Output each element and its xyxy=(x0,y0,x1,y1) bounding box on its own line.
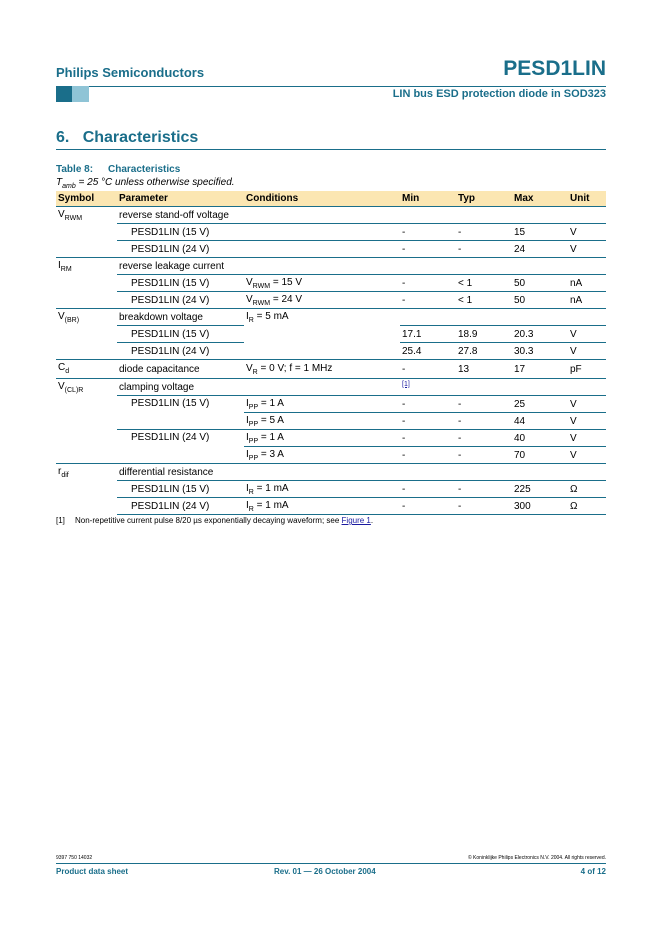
doc-number: 9397 750 14032 xyxy=(56,855,93,861)
col-max: Max xyxy=(512,191,568,207)
symbol-cell: $I_{RM}$ xyxy=(56,258,117,309)
table-caption-text: Characteristics xyxy=(108,164,181,175)
col-conditions: Conditions xyxy=(244,191,400,207)
table-row: $C_d$ diode capacitance $V_R = 0$ V; f = 1 MHz - 13 17 pF xyxy=(56,360,606,379)
footer-rule xyxy=(56,863,606,864)
table-row: $I_{PP} = 3$ A - - 70 V xyxy=(56,447,606,464)
parameter-cell: diode capacitance xyxy=(117,360,244,379)
table-row: PESD1LIN (24 V) $I_R = 1$ mA - - 300 Ω xyxy=(56,498,606,515)
table-row: PESD1LIN (24 V) $V_{RWM} = 24$ V - < 1 50 nA xyxy=(56,292,606,309)
col-unit: Unit xyxy=(568,191,606,207)
table-row: PESD1LIN (15 V) $I_{PP} = 1$ A - - 25 V xyxy=(56,396,606,413)
section-rule xyxy=(56,149,606,150)
parameter-cell: reverse leakage current xyxy=(117,258,244,275)
symbol-cell: $V_{(CL)R}$ xyxy=(56,379,117,464)
table-row: PESD1LIN (15 V) $V_{RWM} = 15$ V - < 1 50 nA xyxy=(56,275,606,292)
col-typ: Typ xyxy=(456,191,512,207)
symbol-cell: $C_d$ xyxy=(56,360,117,379)
symbol-cell: $V_{RWM}$ xyxy=(58,209,83,222)
table-note: $T_{amb} = 25$ °C unless otherwise specified. xyxy=(56,177,235,190)
header-rule xyxy=(56,86,606,87)
copyright: © Koninklijke Philips Electronics N.V. 2004. All rights reserved. xyxy=(467,855,606,861)
table-row: PESD1LIN (15 V) - - 15 V xyxy=(56,224,606,241)
brand-square-dark xyxy=(56,86,72,102)
section-number: 6. xyxy=(56,129,70,146)
product-name: PESD1LIN xyxy=(503,57,606,80)
parameter-cell: clamping voltage xyxy=(117,379,244,396)
footer-revision: Rev. 01 — 26 October 2004 xyxy=(274,867,376,876)
table-row xyxy=(56,258,606,275)
brand-square-light xyxy=(72,86,89,102)
col-parameter: Parameter xyxy=(117,191,244,207)
footnote: [1] Non-repetitive current pulse 8/20 µs exponentially decaying waveform; see Figure 1. xyxy=(56,516,374,525)
figure-1-link[interactable]: Figure 1 xyxy=(341,516,371,525)
footer-page-number: 4 of 12 xyxy=(580,867,606,876)
table-row: PESD1LIN (24 V) 25.4 27.8 30.3 V xyxy=(56,343,606,360)
characteristics-table xyxy=(56,191,606,515)
table-row xyxy=(56,379,606,396)
footer-doc-type: Product data sheet xyxy=(56,867,129,876)
table-row xyxy=(56,464,606,481)
symbol-cell: $r_{dif}$ xyxy=(56,464,117,515)
parameter-cell: breakdown voltage xyxy=(117,309,244,326)
table-header-row xyxy=(56,191,606,207)
table-row: PESD1LIN (15 V) 17.1 18.9 20.3 V xyxy=(56,326,606,343)
table-row: PESD1LIN (24 V) - - 24 V xyxy=(56,241,606,258)
footnote-ref-link[interactable]: [1] xyxy=(402,380,410,388)
table-row: $I_{PP} = 5$ A - - 44 V xyxy=(56,413,606,430)
table-row: PESD1LIN (24 V) $I_{PP} = 1$ A - - 40 V xyxy=(56,430,606,447)
col-symbol: Symbol xyxy=(56,191,117,207)
parameter-cell: differential resistance xyxy=(117,464,244,481)
table-row xyxy=(56,207,606,224)
table-row: $V_{(BR)}$ breakdown voltage $I_R = 5$ mA xyxy=(56,309,606,326)
product-subtitle: LIN bus ESD protection diode in SOD323 xyxy=(392,88,606,100)
company-name: Philips Semiconductors xyxy=(56,65,205,80)
table-label: Table 8: xyxy=(56,164,94,175)
table-caption xyxy=(56,164,180,175)
table-row: PESD1LIN (15 V) $I_R = 1$ mA - - 225 Ω xyxy=(56,481,606,498)
parameter-cell: reverse stand-off voltage xyxy=(119,209,229,221)
section-title-text: Characteristics xyxy=(82,129,199,146)
symbol-cell: $V_{(BR)}$ xyxy=(56,309,117,360)
footnote-text: Non-repetitive current pulse 8/20 µs exponentially decaying waveform; see xyxy=(75,516,342,525)
section-title xyxy=(56,129,198,147)
footnote-number: [1] xyxy=(56,516,65,525)
col-min: Min xyxy=(400,191,456,207)
